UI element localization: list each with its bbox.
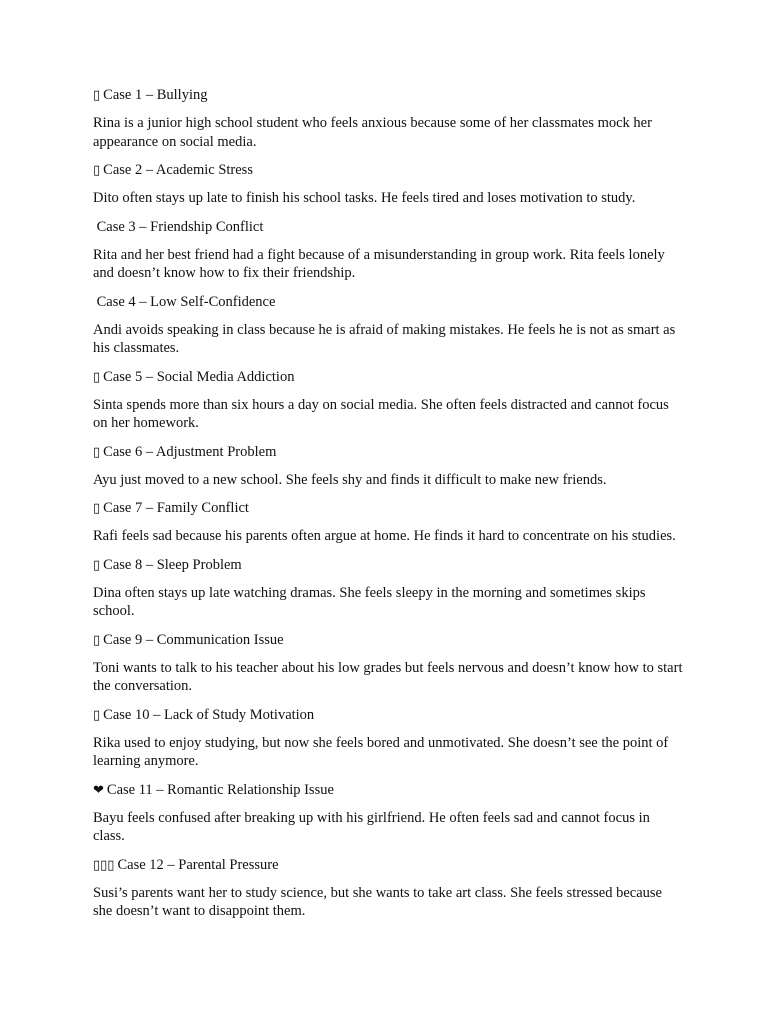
case-title: Case 8 – Sleep Problem xyxy=(103,556,242,573)
case-heading xyxy=(93,781,683,799)
case-description: Rafi feels sad because his parents often argue at home. He finds it hard to concentrate on his studies. xyxy=(93,528,676,544)
case-9 xyxy=(93,631,683,696)
case-title: Case 4 – Low Self-Confidence xyxy=(96,293,276,310)
heart-icon: ❤ xyxy=(93,782,104,798)
missing-glyph-icon: ▯ xyxy=(93,163,101,178)
case-description: Rita and her best friend had a fight because of a misunderstanding in group work. Rita feels lonely and doesn’t know how to fix their friendship. xyxy=(93,246,665,281)
case-title: Case 6 – Adjustment Problem xyxy=(103,443,277,460)
case-heading xyxy=(93,86,683,104)
case-title: Case 2 – Academic Stress xyxy=(103,162,253,178)
missing-glyph-icon: ▯▯▯ xyxy=(93,857,115,873)
case-title: Case 7 – Family Conflict xyxy=(103,500,249,516)
case-description: Andi avoids speaking in class because he is afraid of making mistakes. He feels he is not as smart as his classmates. xyxy=(93,321,676,356)
case-description: Sinta spends more than six hours a day on social media. She often feels distracted and cannot focus on her homework. xyxy=(93,396,669,431)
case-11 xyxy=(93,781,683,846)
missing-glyph-icon: ▯ xyxy=(93,557,101,573)
missing-glyph-icon: ▯ xyxy=(93,88,101,103)
missing-glyph-icon: ▯ xyxy=(93,369,101,385)
case-title: Case 5 – Social Media Addiction xyxy=(103,368,295,385)
case-description: Dito often stays up late to finish his school tasks. He feels tired and loses motivation to study. xyxy=(93,190,636,206)
case-description: Ayu just moved to a new school. She feels shy and finds it difficult to make new friends. xyxy=(93,471,607,488)
case-description: Dina often stays up late watching dramas. She feels sleepy in the morning and sometimes skips school. xyxy=(93,584,646,619)
case-title: Case 12 – Parental Pressure xyxy=(117,856,279,873)
case-2 xyxy=(93,161,683,208)
case-10 xyxy=(93,706,683,771)
case-heading xyxy=(93,706,683,724)
case-3 xyxy=(93,218,683,283)
case-heading xyxy=(93,161,683,179)
missing-glyph-icon: ▯ xyxy=(93,632,101,648)
case-heading xyxy=(93,443,683,461)
case-description: Bayu feels confused after breaking up with his girlfriend. He often feels sad and cannot focus in class. xyxy=(93,809,650,844)
case-5 xyxy=(93,368,683,433)
case-8 xyxy=(93,556,683,621)
case-1 xyxy=(93,86,683,151)
case-title: Case 3 – Friendship Conflict xyxy=(96,218,264,235)
case-6 xyxy=(93,443,683,490)
case-heading xyxy=(93,499,683,517)
case-7 xyxy=(93,499,683,546)
case-description: Rina is a junior high school student who feels anxious because some of her classmates mock her appearance on social media. xyxy=(93,115,652,150)
missing-glyph-icon: ▯ xyxy=(93,501,101,516)
case-heading xyxy=(93,368,683,386)
case-heading xyxy=(93,631,683,649)
case-title: Case 9 – Communication Issue xyxy=(103,631,284,648)
missing-glyph-icon: ▯ xyxy=(93,707,101,723)
case-heading xyxy=(93,293,683,311)
missing-glyph-icon: ▯ xyxy=(93,444,101,460)
case-heading xyxy=(93,856,683,874)
case-heading xyxy=(93,556,683,574)
case-description: Susi’s parents want her to study science, but she wants to take art class. She feels stressed because she doesn’t want to disappoint them. xyxy=(93,884,662,919)
case-description: Rika used to enjoy studying, but now she feels bored and unmotivated. She doesn’t see the point of learning anymore. xyxy=(93,734,669,769)
case-heading xyxy=(93,218,683,236)
case-description: Toni wants to talk to his teacher about his low grades but feels nervous and doesn’t know how to start the conversation. xyxy=(93,659,683,694)
case-4 xyxy=(93,293,683,358)
case-title: Case 10 – Lack of Study Motivation xyxy=(103,706,315,723)
case-title: Case 1 – Bullying xyxy=(103,87,208,103)
case-title: Case 11 – Romantic Relationship Issue xyxy=(106,781,334,798)
document-page xyxy=(93,86,683,931)
case-12 xyxy=(93,856,683,921)
